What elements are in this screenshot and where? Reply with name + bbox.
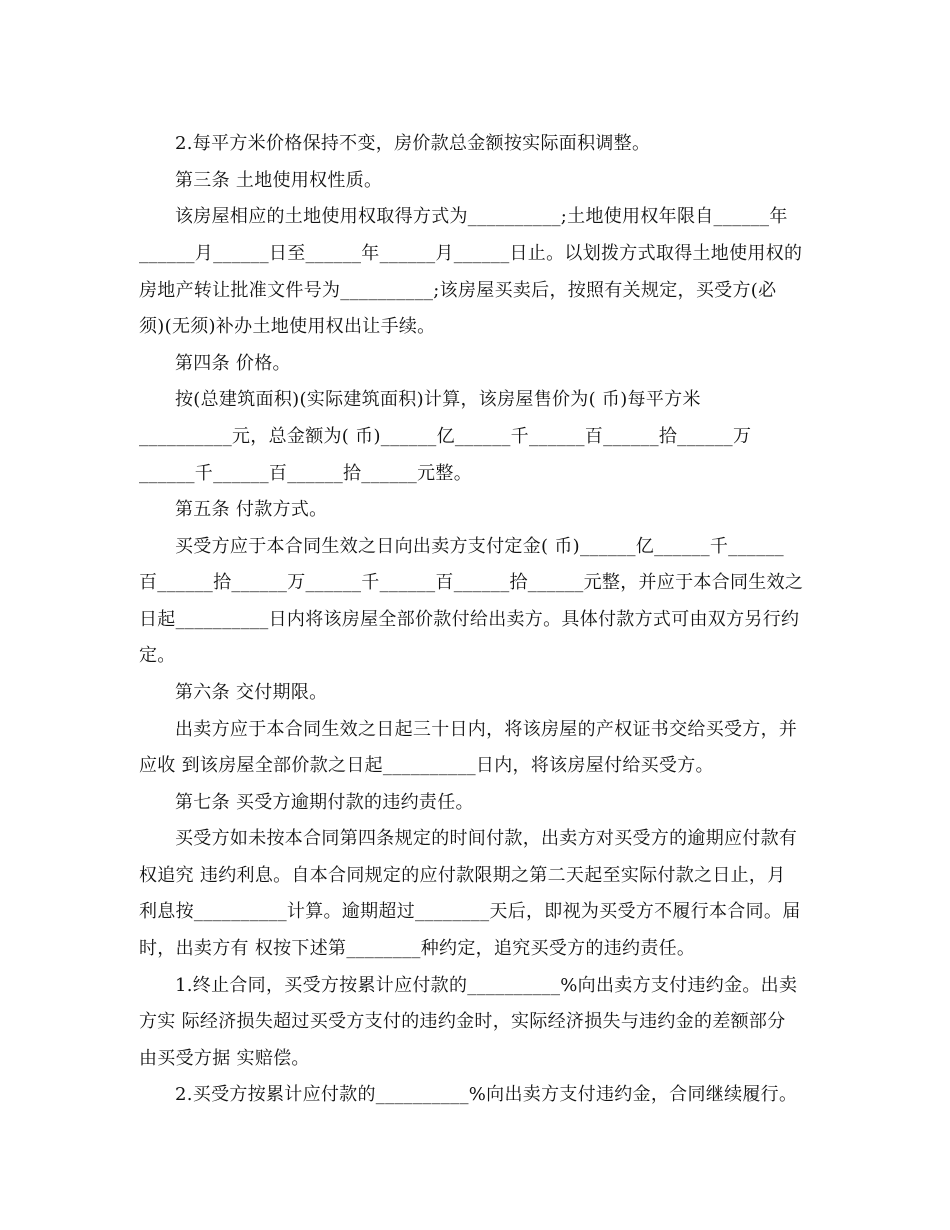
text-line: 2.每平方米价格保持不变，房价款总金额按实际面积调整。 [175, 133, 651, 154]
text-line: 买受方应于本合同生效之日向出卖方支付定金( 币)______亿______千______ [175, 536, 784, 557]
text-line: ______千______百______拾______元整。 [139, 463, 472, 484]
text-line: 权追究 违约利息。自本合同规定的应付款限期之第二天起至实际付款之日止，月 [139, 865, 786, 886]
text-line: 2.买受方按累计应付款的__________%向出卖方支付违约金，合同继续履行。 [175, 1084, 798, 1105]
text-line: 房地产转让批准文件号为__________;该房屋买卖后，按照有关规定，买受方(必 [139, 280, 777, 301]
section-heading: 第六条 交付期限。 [175, 682, 328, 703]
section-heading: 第四条 价格。 [175, 353, 291, 374]
text-line: 须)(无须)补办土地使用权出让手续。 [139, 316, 436, 337]
text-line: 时，出卖方有 权按下述第________种约定，追究买受方的违约责任。 [139, 938, 696, 959]
section-heading: 第五条 付款方式。 [175, 499, 328, 520]
text-line: 利息按__________计算。逾期超过________天后，即视为买受方不履行本合同。届 [139, 901, 801, 922]
text-line: 方实 际经济损失超过买受方支付的违约金时，实际经济损失与违约金的差额部分 [139, 1011, 786, 1032]
text-line: 1.终止合同，买受方按累计应付款的__________%向出卖方支付违约金。出卖 [175, 975, 798, 996]
text-line: 定。 [139, 645, 176, 666]
section-heading: 第三条 土地使用权性质。 [175, 170, 383, 191]
text-line: 该房屋相应的土地使用权取得方式为__________;土地使用权年限自______年 [175, 206, 788, 227]
text-line: 日起__________日内将该房屋全部价款付给出卖方。具体付款方式可由双方另行约 [139, 609, 800, 630]
text-line: 按(总建筑面积)(实际建筑面积)计算，该房屋售价为( 币)每平方米 [175, 389, 701, 410]
text-line: ______月______日至______年______月______日止。以划拨方式取得土地使用权的 [139, 243, 803, 264]
text-line: 由买受方据 实赔偿。 [139, 1048, 310, 1069]
text-line: 百______拾______万______千______百______拾______元整，并应于本合同生效之 [139, 572, 804, 593]
text-line: 出卖方应于本合同生效之日起三十日内，将该房屋的产权证书交给买受方，并 [175, 719, 798, 740]
text-line: 买受方如未按本合同第四条规定的时间付款，出卖方对买受方的逾期应付款有 [175, 828, 798, 849]
text-line: __________元，总金额为( 币)______亿______千______百______拾______万 [139, 426, 752, 447]
section-heading: 第七条 买受方逾期付款的违约责任。 [175, 792, 474, 813]
text-line: 应收 到该房屋全部价款之日起__________日内，将该房屋付给买受方。 [139, 755, 714, 776]
